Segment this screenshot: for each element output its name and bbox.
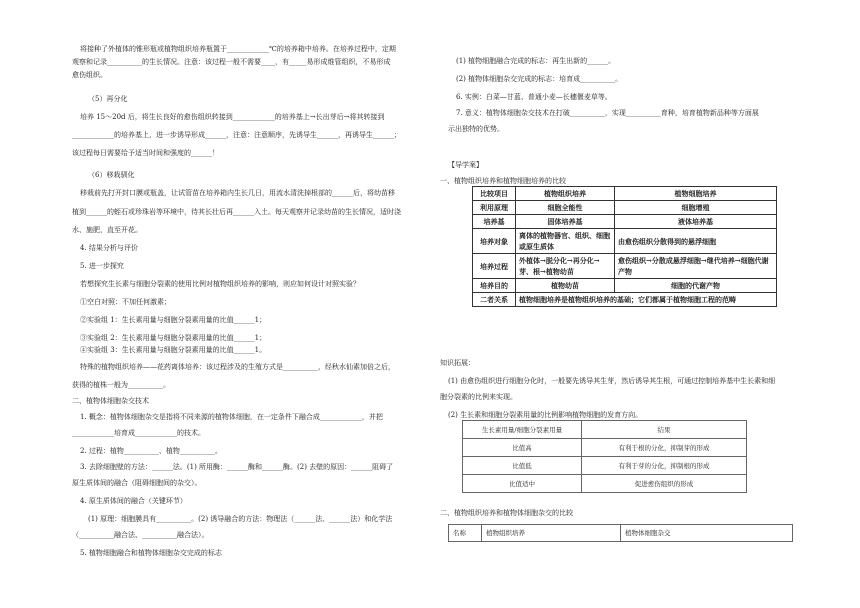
para-anther-1: 特殊的植物组织培养——花药离体培养：该过程涉及的生殖方式是__________，经秋水仙素加倍之后， [80,363,395,371]
para-redifferentiation-3: 该过程每日需要给予适当时间和强度的______！ [72,149,219,157]
heading-somatic-hybridization: 二、植物体细胞杂交技术 [72,397,149,405]
extension-1b: 胞分裂素的比例来实现。 [440,393,517,401]
wall-removal-1: 3. 去除细胞壁的方法：______法。(1) 所用酶：______酶和______酶。(2) 去壁的原因：______阻碍了 [80,463,394,471]
table-header: 比较项目 植物组织培养 植物细胞培养 [473,187,777,201]
comparison-table-2 [448,524,793,542]
significance-1: 7. 意义：植物体细胞杂交技术在打破__________，实现__________育种，培育植物新品种等方面展 [456,109,759,117]
para-transplant-3: 水、施肥，直至开花。 [72,226,142,234]
fusion-marker: (1) 植物细胞融合完成的标志：再生出新的______。 [456,57,616,65]
fusion-heading: 4. 原生质体间的融合（关键环节） [80,497,187,505]
para-culture-2: 观察和记录__________的生长情况。注意：该过程一般不需要____，有_____易形成维管组织，不易形成 [72,58,391,66]
definition-1: 1. 概念：植物体细胞杂交是指将不同来源的植物体细胞，在一定条件下融合成____________，并把 [80,413,383,421]
section-redifferentiation: （5）再分化 [88,95,128,103]
section-transplant: （6）移栽驯化 [88,171,135,179]
heading-result-analysis: 4. 结果分析与评价 [80,244,138,252]
question-group-2: ③实验组 2：生长素用量与细胞分裂素用量的比值______1； [80,334,267,342]
ratio-table [462,420,747,493]
para-inquiry: 若想探究生长素与细胞分裂素的使用比例对植物组织培养的影响，则应如何设计对照实验？ [80,280,360,288]
heading-further-inquiry: 5. 进一步探究 [80,262,124,270]
table-row: 二者关系 植物细胞培养是植物组织培养的基础；它们都属于植物细胞工程的范畴 [473,293,777,307]
para-anther-2: 获得的植株一般为__________。 [72,381,170,389]
para-redifferentiation-2: ____________的培养基上，进一步诱导形成______，注意：注意顺序，先诱导生______，再诱导生______； [72,131,401,139]
table-row: 利用原理 细胞全能性 细胞增殖 [473,201,777,215]
example-line: 6. 实例：白菜—甘蓝、普通小麦—长穗偃麦草等。 [456,93,612,101]
table-header: 名称 植物组织培养 植物体细胞杂交 [449,525,793,542]
comparison-heading-1: 一、植物组织培养和植物细胞培养的比较 [440,177,566,185]
extension-2: (2) 生长素和细胞分裂素用量的比例影响植物细胞的发育方向。 [448,411,643,419]
table-row: 比值适中 促进愈伤组织的形成 [463,475,747,493]
guide-label: 【导学案】 [448,161,483,169]
comparison-heading-2: 二、植物组织培养和植物体细胞杂交的比较 [440,509,573,517]
fusion-methods: （__________融合法、__________融合法）。 [72,531,209,539]
extension-1a: (1) 由愈伤组织进行细胞分化时，一般要先诱导其生芽，然后诱导其生根，可通过控制培养基中生长素和细 [448,377,776,385]
completion-marker-heading: 5. 植物细胞融合和植物体细胞杂交完成的标志 [80,549,222,557]
para-culture-3: 愈伤组织。 [72,71,107,79]
table-row: 培养过程 外植体→脱分化→再分化→芽、根→植物幼苗 愈伤组织→分散成悬浮细胞→继代培养→细胞代谢产物 [473,254,777,279]
table-row: 比值高 有利于根的分化，抑制芽的形成 [463,439,747,457]
extension-title: 知识拓展： [440,359,475,367]
para-transplant-2: 植到______的蛭石或珍珠岩等环境中，待其长壮后再______入土。每天观察并记录幼苗的生长情况，适时浇 [72,208,401,216]
para-transplant-1: 移栽前先打开封口膜或瓶盖，让试管苗在培养箱内生长几日，用流水清洗掉根部的______后，将幼苗移 [80,189,395,197]
table-header: 生长素用量/细胞分裂素用量 结果 [463,421,747,439]
wall-removal-2: 原生质体间的融合（阻碍细胞间的杂交）。 [72,479,202,487]
fusion-principle: (1) 原理：细胞膜具有__________。(2) 诱导融合的方法：物理法（______法、______法）和化学法 [88,515,393,523]
para-culture-1: 将接种了外植体的锥形瓶或植物组织培养瓶置于____________℃的培养箱中培养。在培养过程中，定期 [80,45,396,53]
table-row: 培养目的 植物幼苗 细胞的代谢产物 [473,279,777,293]
question-control: ①空白对照：不加任何激素； [80,298,171,306]
hybrid-marker: (2) 植物体细胞杂交完成的标志：培育成__________。 [456,75,623,83]
table-row: 培养对象 离体的植物器官、组织、细胞或原生质体 由愈伤组织分散得到的悬浮细胞 [473,229,777,254]
para-redifferentiation-1: 培养 15～20d 后，将生长良好的愈伤组织转接到____________的培养基上→长出芽后→将其转接到 [80,113,385,121]
comparison-table-1 [472,186,777,307]
significance-2: 示出独特的优势。 [448,125,504,133]
table-row: 比值低 有利于芽的分化，抑制根的形成 [463,457,747,475]
definition-2: ____________培育成____________的技术。 [72,429,205,437]
question-group-3: ④实验组 3：生长素用量与细胞分裂素用量的比值______1。 [80,346,267,354]
question-group-1: ②实验组 1：生长素用量与细胞分裂素用量的比值______1； [80,316,267,324]
process-line: 2. 过程：植物__________、植物__________。 [80,447,222,455]
table-row: 培养基 固体培养基 液体培养基 [473,215,777,229]
